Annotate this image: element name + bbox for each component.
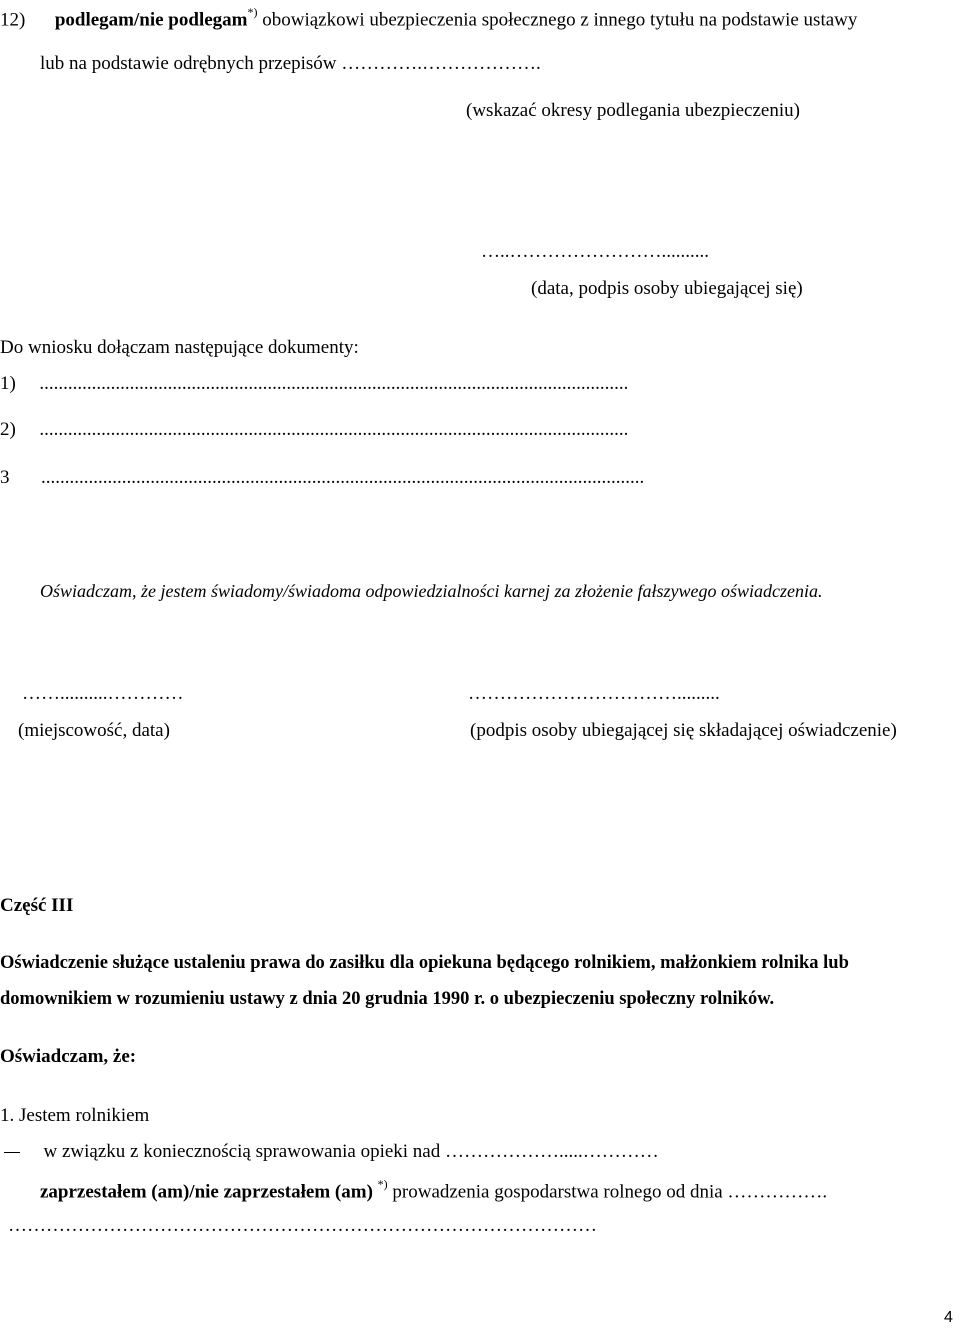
attachment-dots: ............................................................................................................................ bbox=[39, 420, 629, 439]
part-3-statement-line1: Oświadczenie służące ustaleniu prawa do zasiłku dla opiekuna będącego rolnikiem, małżonkiem rolnika lub bbox=[0, 953, 849, 973]
point-1: 1. Jestem rolnikiem bbox=[0, 1105, 150, 1126]
dash-bullet-icon bbox=[4, 1152, 20, 1153]
item-12-text: obowiązkowi ubezpieczenia społecznego z innego tytułu na podstawie ustawy bbox=[257, 9, 858, 31]
item-12-number: 12) bbox=[0, 9, 26, 31]
ceased-line bbox=[40, 1177, 828, 1203]
ceased-text: prowadzenia gospodarstwa rolnego od dnia ……………. bbox=[387, 1181, 828, 1203]
attachment-number: 1) bbox=[0, 374, 16, 393]
responsibility-declaration: Oświadczam, że jestem świadomy/świadoma odpowiedzialności karnej za złożenie fałszywego oświadczenia. bbox=[40, 581, 823, 601]
page-number: 4 bbox=[944, 1309, 953, 1326]
attachment-number: 3 bbox=[0, 468, 10, 487]
signature-dots-2: ……………………………......... bbox=[468, 683, 720, 704]
signature-dots: …..…………………….......... bbox=[481, 241, 709, 262]
attachment-item bbox=[0, 468, 935, 487]
ceased-label: zaprzestałem (am)/nie zaprzestałem (am) bbox=[40, 1181, 373, 1203]
bullet-text: w związku z koniecznością sprawowania opieki nad ……………….....………… bbox=[43, 1141, 659, 1162]
part-3-statement-line2: domownikiem w rozumieniu ustawy z dnia 20 grudnia 1990 r. o ubezpieczeniu społeczny rolników. bbox=[0, 989, 775, 1009]
part-3-heading: Część III bbox=[0, 895, 74, 916]
attachment-dots: ............................................................................................................................ bbox=[39, 374, 629, 393]
signature-caption-2: (podpis osoby ubiegającej się składającej oświadczenie) bbox=[470, 720, 897, 741]
place-date-dots: ……..........………… bbox=[22, 683, 184, 704]
attachment-item bbox=[0, 374, 940, 393]
declare-heading: Oświadczam, że: bbox=[0, 1046, 137, 1067]
signature-caption: (data, podpis osoby ubiegającej się) bbox=[531, 278, 803, 299]
item-12-label: podlegam/nie podlegam bbox=[54, 9, 248, 31]
item-12-line1 bbox=[0, 5, 858, 31]
place-date-caption: (miejscowość, data) bbox=[18, 720, 170, 741]
bullet-line bbox=[4, 1142, 659, 1161]
attachments-heading: Do wniosku dołączam następujące dokumenty: bbox=[0, 337, 359, 358]
final-dots: ………………………………………………………………………………… bbox=[8, 1215, 597, 1236]
footnote-mark: *) bbox=[377, 1177, 388, 1191]
attachment-item bbox=[0, 420, 940, 439]
footnote-mark: *) bbox=[247, 5, 258, 19]
attachment-dots: ............................................................................................................................... bbox=[41, 468, 645, 487]
item-12-caption: (wskazać okresy podlegania ubezpieczeniu) bbox=[466, 100, 800, 121]
attachment-number: 2) bbox=[0, 420, 16, 439]
item-12-line2: lub na podstawie odrębnych przepisów ………….………………. bbox=[40, 53, 541, 74]
